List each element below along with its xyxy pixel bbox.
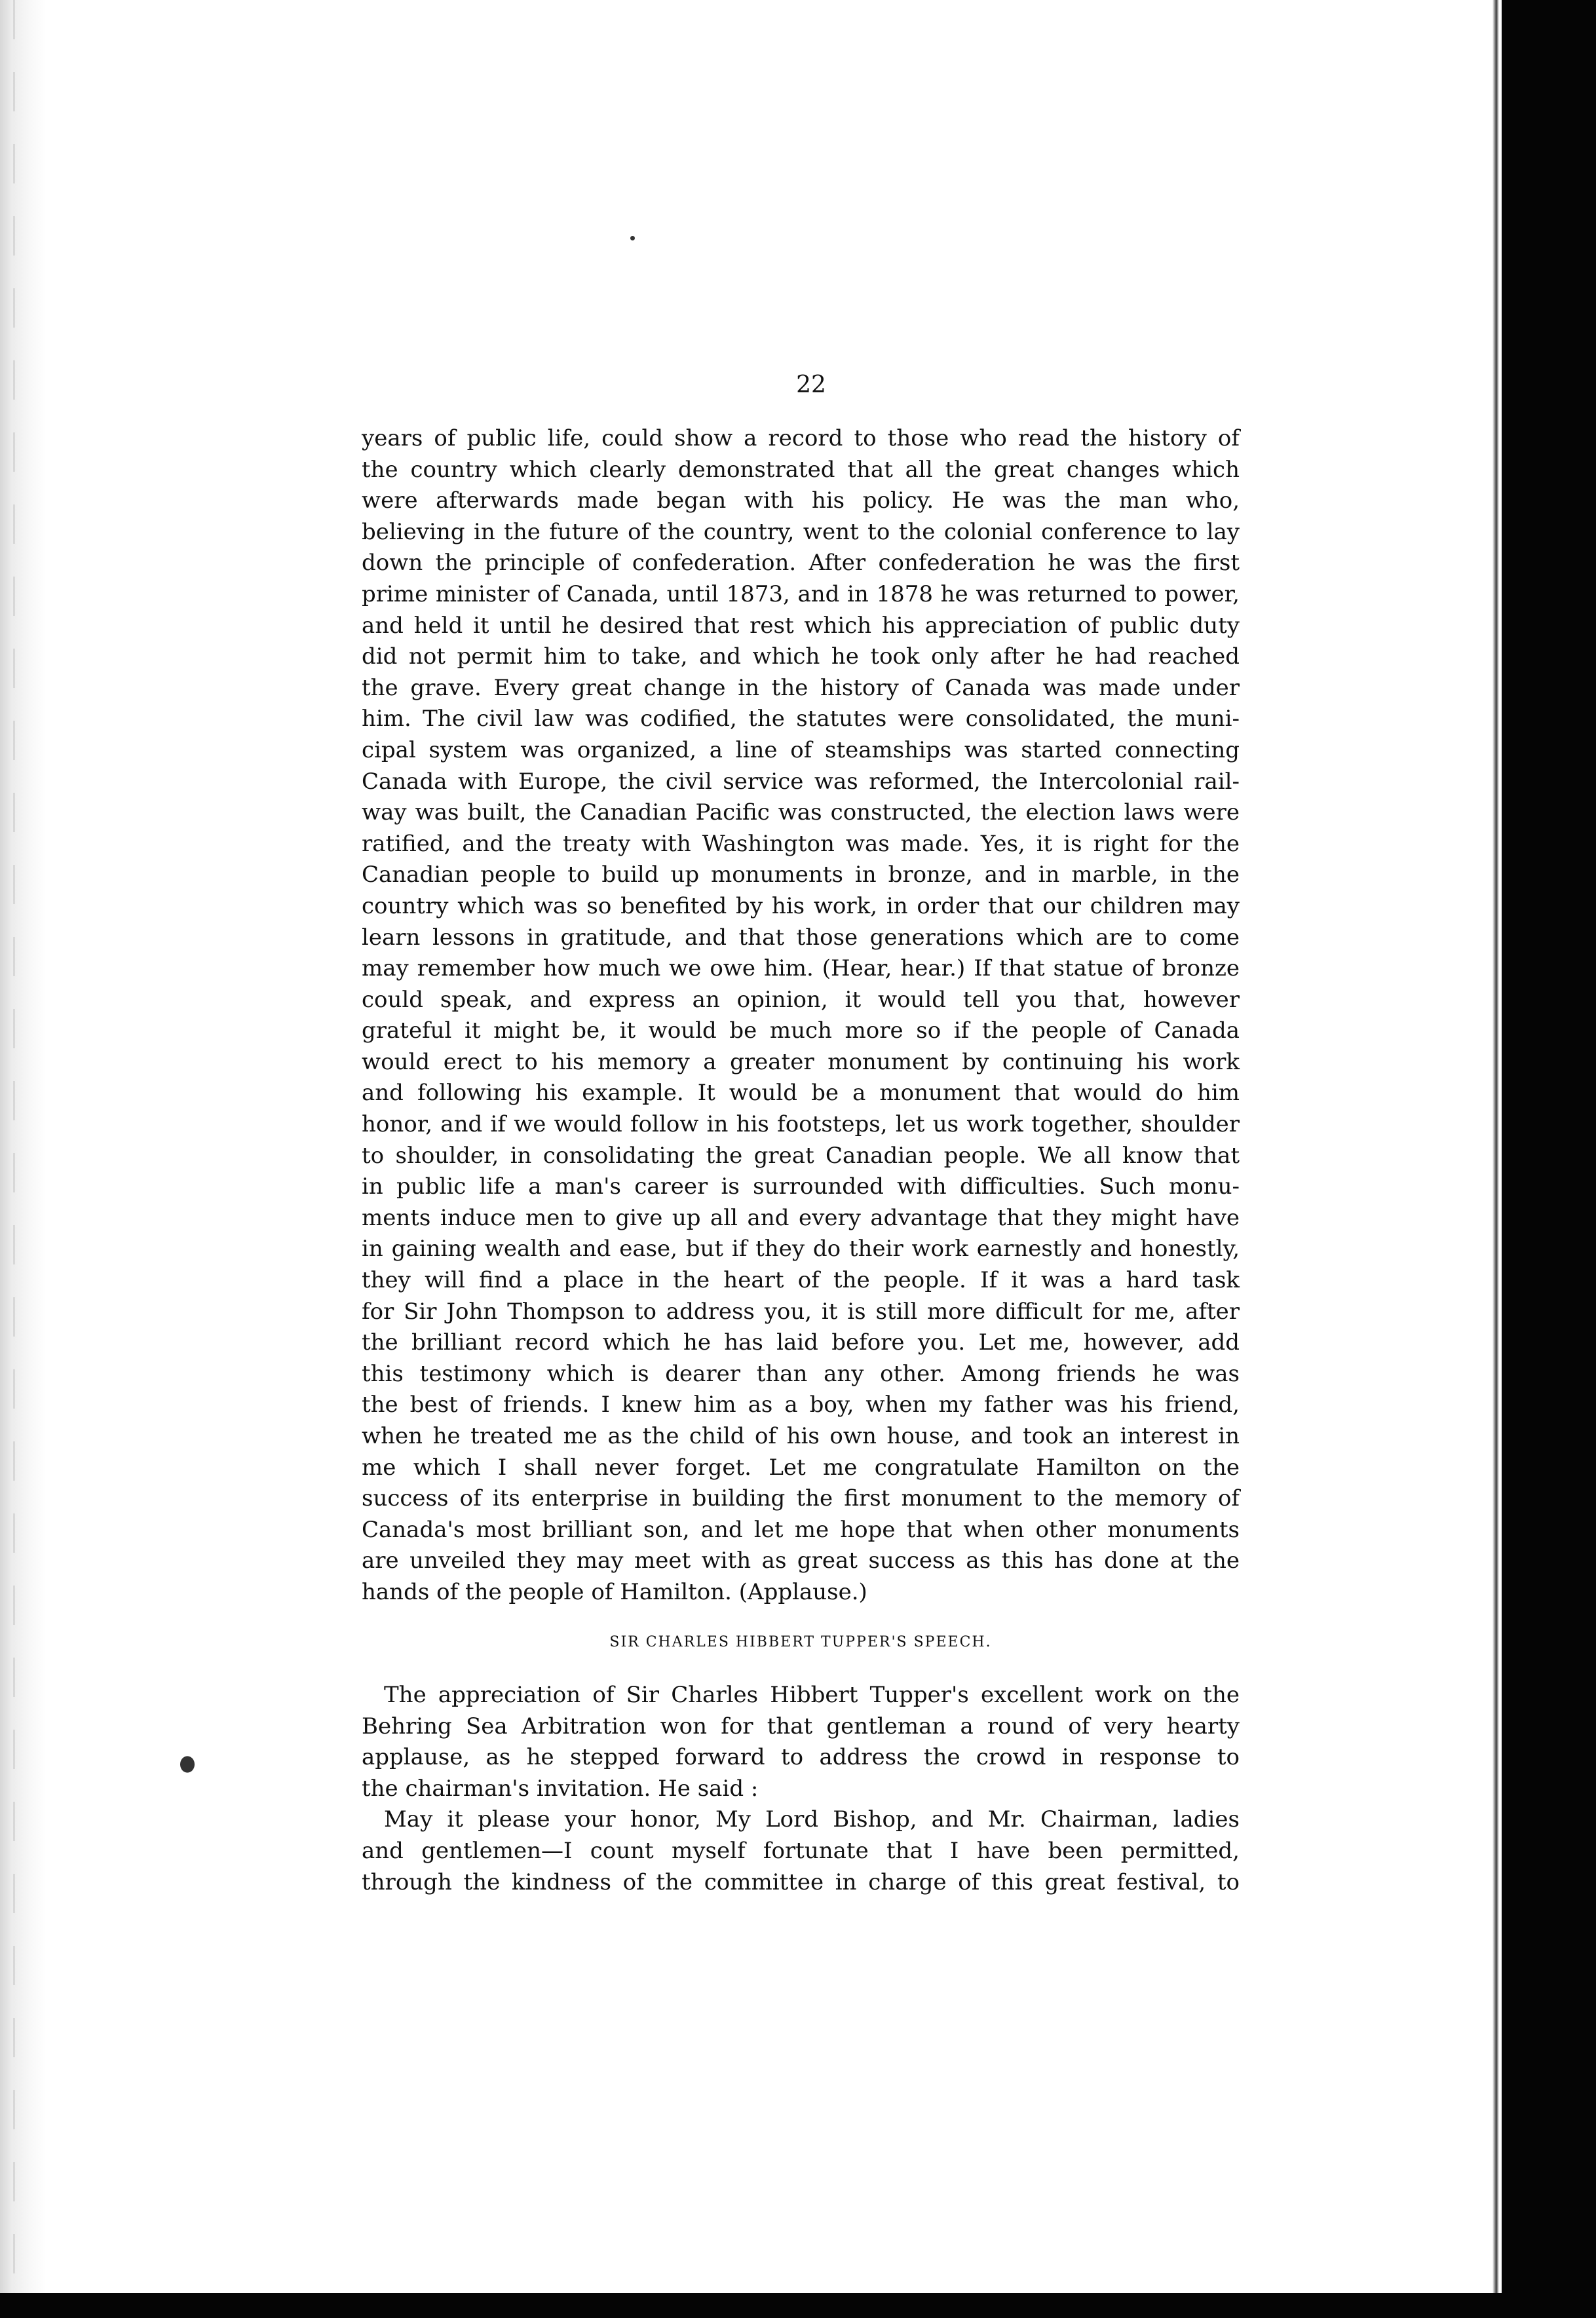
text-line: honor, and if we would follow in his footsteps, let us work together, shoulder	[362, 1111, 1240, 1138]
text-line: when he treated me as the child of his own house, and took an interest in	[362, 1423, 1240, 1449]
text-line: down the principle of confederation. After confederation he was the first	[362, 550, 1240, 577]
text-line: Canada with Europe, the civil service was reformed, the Intercolonial rail-	[362, 768, 1240, 795]
text-line: believing in the future of the country, went to the colonial conference to lay	[362, 518, 1240, 545]
margin-ink-mark	[180, 1756, 195, 1772]
text-line: through the kindness of the committee in charge of this great festival, to	[362, 1869, 1240, 1895]
text-line: the chairman's invitation. He said :	[362, 1775, 759, 1802]
text-line: grateful it might be, it would be much more so if the people of Canada	[362, 1017, 1240, 1044]
text-line: this testimony which is dearer than any other. Among friends he was	[362, 1360, 1240, 1387]
text-line: learn lessons in gratitude, and that those generations which are to come	[362, 924, 1240, 951]
text-line: cipal system was organized, a line of steamships was started connecting	[362, 736, 1240, 763]
text-line: me which I shall never forget. Let me congratulate Hamilton on the	[362, 1454, 1240, 1481]
text-line: Canada's most brilliant son, and let me hope that when other monuments	[362, 1516, 1240, 1543]
text-line: did not permit him to take, and which he took only after he had reached	[362, 643, 1240, 670]
body-paragraphs-speech	[362, 1680, 1240, 1898]
text-line: were afterwards made began with his policy. He was the man who,	[362, 487, 1240, 514]
page-fold-shadow	[0, 0, 46, 2318]
text-line: and held it until he desired that rest which his appreciation of public duty	[362, 612, 1240, 639]
scan-border-right	[1502, 0, 1596, 2318]
text-line: and gentlemen—I count myself fortunate that I have been permitted,	[362, 1837, 1240, 1864]
text-line: they will find a place in the heart of the people. If it was a hard task	[362, 1267, 1240, 1294]
text-line: success of its enterprise in building the first monument to the memory of	[362, 1485, 1240, 1512]
text-line: years of public life, could show a record to those who read the history of	[362, 425, 1240, 451]
text-line: applause, as he stepped forward to address the crowd in response to	[362, 1744, 1240, 1771]
text-line: prime minister of Canada, until 1873, and in 1878 he was returned to power,	[362, 580, 1240, 607]
text-line: are unveiled they may meet with as great success as this has done at the	[362, 1548, 1240, 1574]
text-line: ments induce men to give up all and every advantage that they might have	[362, 1204, 1240, 1231]
body-paragraph-continued	[362, 423, 1240, 1608]
text-line: would erect to his memory a greater monument by continuing his work	[362, 1048, 1240, 1075]
text-line: in public life a man's career is surrounded with difficulties. Such monu-	[362, 1173, 1240, 1200]
scan-border-bottom	[0, 2293, 1596, 2318]
text-line: the brilliant record which he has laid before you. Let me, however, add	[362, 1329, 1240, 1356]
text-line: could speak, and express an opinion, it would tell you that, however	[362, 986, 1240, 1013]
text-line: May it please your honor, My Lord Bishop, and Mr. Chairman, ladies	[384, 1806, 1240, 1833]
text-line: the country which clearly demonstrated that all the great changes which	[362, 456, 1240, 483]
page-edge-line	[1492, 0, 1499, 2318]
text-line: in gaining wealth and ease, but if they do their work earnestly and honestly,	[362, 1236, 1240, 1263]
text-line: The appreciation of Sir Charles Hibbert Tupper's excellent work on the	[384, 1682, 1240, 1708]
text-line: country which was so benefited by his work, in order that our children may	[362, 892, 1240, 919]
text-line: him. The civil law was codified, the statutes were consolidated, the muni-	[362, 706, 1240, 732]
text-line: the best of friends. I knew him as a boy, when my father was his friend,	[362, 1392, 1240, 1418]
text-line: ratified, and the treaty with Washington was made. Yes, it is right for the	[362, 830, 1240, 857]
text-line: Behring Sea Arbitration won for that gentleman a round of very hearty	[362, 1713, 1240, 1739]
ink-speck	[630, 236, 635, 240]
text-line: the grave. Every great change in the history of Canada was made under	[362, 674, 1240, 701]
text-line: hands of the people of Hamilton. (Applause.)	[362, 1578, 867, 1605]
text-line: Canadian people to build up monuments in bronze, and in marble, in the	[362, 862, 1240, 888]
text-line: may remember how much we owe him. (Hear, hear.) If that statue of bronze	[362, 955, 1240, 982]
page-number: 22	[796, 371, 826, 398]
text-line: and following his example. It would be a monument that would do him	[362, 1080, 1240, 1107]
text-line: to shoulder, in consolidating the great Canadian people. We all know that	[362, 1142, 1240, 1169]
section-heading: SIR CHARLES HIBBERT TUPPER'S SPEECH.	[609, 1634, 992, 1650]
text-line: for Sir John Thompson to address you, it is still more difficult for me, after	[362, 1298, 1240, 1325]
text-line: way was built, the Canadian Pacific was constructed, the election laws were	[362, 799, 1240, 826]
